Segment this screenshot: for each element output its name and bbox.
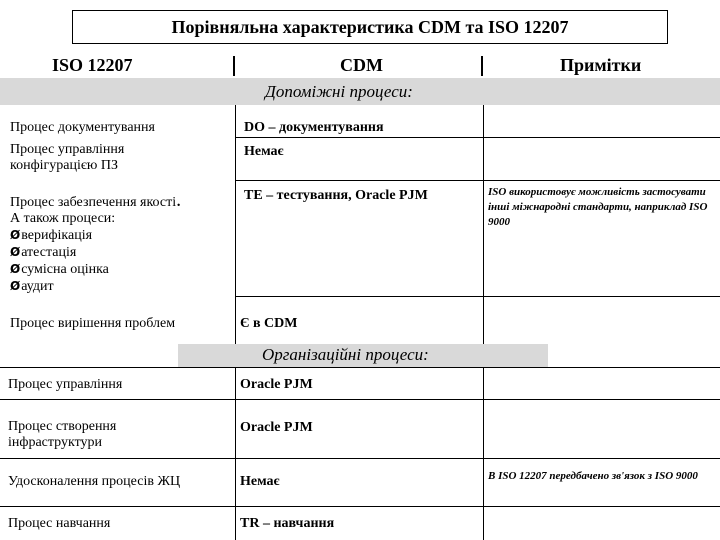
column-header-notes: Примітки — [560, 55, 642, 75]
arrow-check-icon: Ø — [10, 245, 21, 259]
grid-line — [0, 399, 720, 400]
page-title: Порівняльна характеристика CDM та ISO 12207 — [72, 10, 668, 44]
arrow-check-icon: Ø — [10, 228, 21, 242]
row-iso-documentation: Процес документування — [10, 120, 155, 135]
row-note-quality: ISO використовує можливість застосувати інші міжнародні стандарти, наприклад ISO 9000 — [488, 186, 708, 228]
grid-line — [483, 105, 484, 345]
row-note-improvement: В ISO 12207 передбачено зв'язок з ISO 9000 — [488, 470, 698, 482]
row-cdm-management: Oracle PJM — [240, 377, 313, 392]
grid-line — [235, 137, 720, 138]
arrow-check-icon: Ø — [10, 262, 21, 276]
row-cdm-infrastructure: Oracle PJM — [240, 420, 313, 435]
grid-line — [0, 506, 720, 507]
arrow-check-icon: Ø — [10, 279, 21, 293]
grid-line — [235, 367, 236, 540]
row-cdm-training: TR – навчання — [240, 516, 335, 531]
grid-line — [0, 458, 720, 459]
list-item: Øаудит — [10, 279, 54, 294]
row-cdm-configuration: Немає — [244, 144, 284, 159]
row-iso-configuration: Процес управління конфігурацією ПЗ — [10, 142, 125, 173]
row-iso-quality-extra: А також процеси: — [10, 211, 116, 226]
row-iso-management: Процес управління — [8, 377, 123, 392]
row-iso-quality-title: Процес забезпечення якості — [10, 195, 177, 210]
header-divider — [233, 56, 235, 76]
header-divider — [481, 56, 483, 76]
grid-line — [235, 105, 236, 345]
sentence-dot: . — [176, 189, 182, 211]
section-title-organizational: Організаційні процеси: — [262, 345, 429, 364]
row-cdm-quality: TE – тестування, Oracle PJM — [244, 188, 428, 203]
row-cdm-improvement: Немає — [240, 474, 280, 489]
grid-line — [235, 296, 720, 297]
row-iso-problems: Процес вирішення проблем — [10, 316, 176, 331]
column-header-cdm: CDM — [340, 55, 383, 75]
list-item: Øсумісна оцінка — [10, 262, 109, 277]
column-header-iso: ISO 12207 — [52, 55, 133, 75]
row-iso-training: Процес навчання — [8, 516, 111, 531]
row-iso-infrastructure: Процес створення інфраструктури — [8, 419, 117, 450]
grid-line — [483, 367, 484, 540]
grid-line — [0, 367, 720, 368]
list-item: Øатестація — [10, 245, 77, 260]
list-item: Øверифікація — [10, 228, 93, 243]
grid-line — [235, 180, 720, 181]
row-iso-improvement: Удосконалення процесів ЖЦ — [8, 474, 181, 489]
row-iso-quality — [10, 189, 235, 295]
row-cdm-documentation: DO – документування — [244, 120, 384, 135]
section-title-supporting: Допоміжні процеси: — [265, 82, 413, 101]
row-cdm-problems: Є в CDM — [240, 316, 298, 331]
